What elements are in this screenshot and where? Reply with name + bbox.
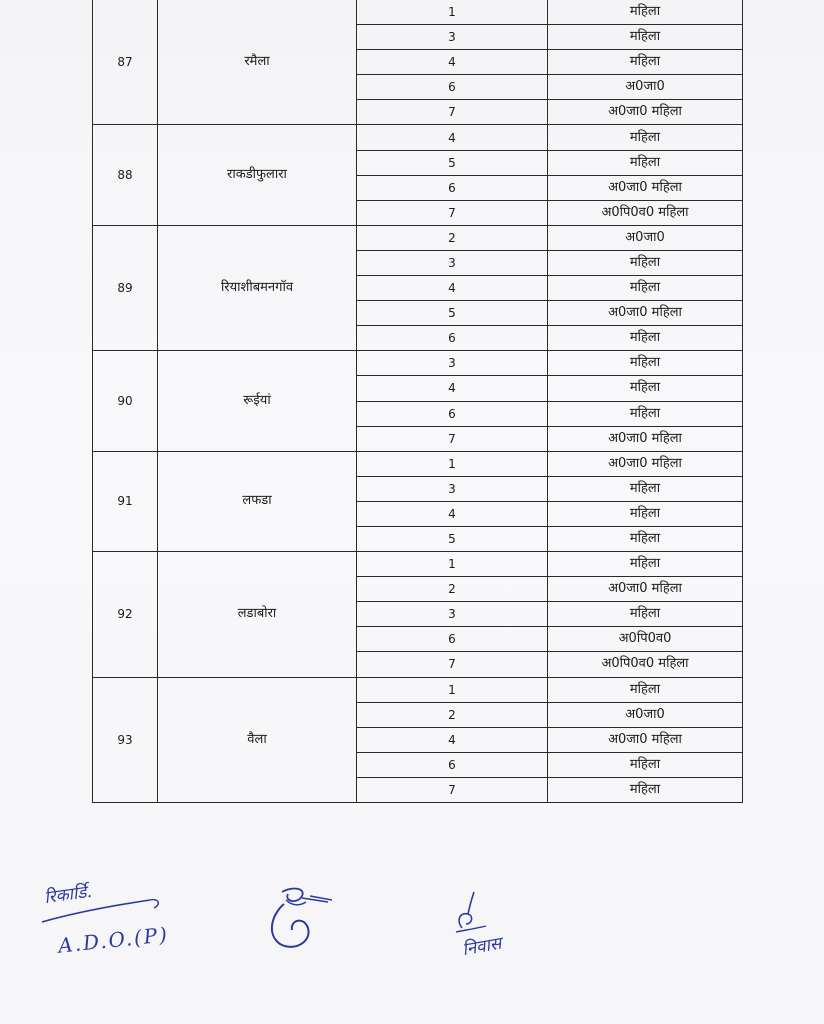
ward-number-cell: 1 (357, 552, 548, 577)
table-row (93, 552, 743, 577)
serial-number-cell: 87 (93, 0, 158, 125)
village-name-cell: लफडा (158, 451, 357, 551)
serial-number-cell: 92 (93, 552, 158, 677)
ward-number-cell: 6 (357, 75, 548, 100)
reservation-category-cell: अ0पि0व0 महिला (548, 652, 743, 677)
ward-number-cell: 3 (357, 351, 548, 376)
reservation-category-cell: महिला (548, 125, 743, 150)
reservation-category-cell: अ0जा0 महिला (548, 100, 743, 125)
reservation-category-cell: महिला (548, 401, 743, 426)
ward-number-cell: 3 (357, 25, 548, 50)
ado-signature-scrawl: रिकार्डि. (43, 881, 94, 909)
reservation-category-cell: अ0जा0 महिला (548, 301, 743, 326)
reservation-category-cell: महिला (548, 552, 743, 577)
table-row (93, 451, 743, 476)
ward-number-cell: 7 (357, 100, 548, 125)
reservation-category-cell: महिला (548, 376, 743, 401)
ward-number-cell: 4 (357, 376, 548, 401)
serial-number-cell: 91 (93, 451, 158, 551)
ward-number-cell: 4 (357, 501, 548, 526)
ward-number-cell: 1 (357, 677, 548, 702)
village-name-cell: राकडीफुलारा (158, 125, 357, 225)
table-row (93, 351, 743, 376)
ward-number-cell: 5 (357, 301, 548, 326)
reservation-category-cell: महिला (548, 752, 743, 777)
ward-number-cell: 6 (357, 401, 548, 426)
table-row (93, 225, 743, 250)
ward-number-cell: 6 (357, 752, 548, 777)
reservation-category-cell: महिला (548, 276, 743, 301)
serial-number-cell: 90 (93, 351, 158, 451)
ward-number-cell: 7 (357, 777, 548, 802)
village-name-cell: वैला (158, 677, 357, 802)
serial-number-cell: 89 (93, 225, 158, 350)
serial-number-cell: 93 (93, 677, 158, 802)
reservation-category-cell: महिला (548, 602, 743, 627)
reservation-category-cell: अ0पि0व0 (548, 627, 743, 652)
reservation-category-cell: महिला (548, 50, 743, 75)
table-row (93, 125, 743, 150)
reservation-category-cell: महिला (548, 526, 743, 551)
table-row (93, 0, 743, 25)
ward-number-cell: 5 (357, 150, 548, 175)
reservation-category-cell: अ0जा0 (548, 702, 743, 727)
ward-number-cell: 4 (357, 727, 548, 752)
middle-signature-mark (262, 884, 342, 954)
ward-number-cell: 6 (357, 326, 548, 351)
ward-number-cell: 3 (357, 602, 548, 627)
village-name-cell: रमैला (158, 0, 357, 125)
reservation-category-cell: महिला (548, 501, 743, 526)
reservation-category-cell: महिला (548, 777, 743, 802)
reservation-category-cell: अ0जा0 महिला (548, 577, 743, 602)
reservation-category-cell: महिला (548, 351, 743, 376)
ward-reservation-table (92, 0, 743, 803)
reservation-category-cell: महिला (548, 250, 743, 275)
reservation-category-cell: अ0जा0 महिला (548, 451, 743, 476)
reservation-category-cell: महिला (548, 326, 743, 351)
ward-number-cell: 5 (357, 526, 548, 551)
ward-number-cell: 4 (357, 125, 548, 150)
reservation-category-cell: अ0जा0 महिला (548, 426, 743, 451)
ward-number-cell: 2 (357, 225, 548, 250)
reservation-category-cell: अ0पि0व0 महिला (548, 200, 743, 225)
signature-block (0, 860, 824, 1024)
ward-number-cell: 4 (357, 276, 548, 301)
reservation-category-cell: महिला (548, 677, 743, 702)
ward-number-cell: 4 (357, 50, 548, 75)
ward-number-cell: 6 (357, 175, 548, 200)
reservation-category-cell: महिला (548, 476, 743, 501)
ward-number-cell: 1 (357, 0, 548, 25)
reservation-category-cell: महिला (548, 0, 743, 25)
ward-number-cell: 3 (357, 250, 548, 275)
serial-number-cell: 88 (93, 125, 158, 225)
table-body (93, 0, 743, 803)
reservation-category-cell: अ0जा0 (548, 75, 743, 100)
ward-number-cell: 6 (357, 627, 548, 652)
ward-number-cell: 7 (357, 200, 548, 225)
table-row (93, 677, 743, 702)
reservation-category-cell: अ0जा0 (548, 225, 743, 250)
middle-signature (262, 884, 342, 954)
ward-number-cell: 2 (357, 702, 548, 727)
village-name-cell: रियाशीबमनगॉव (158, 225, 357, 350)
reservation-category-cell: महिला (548, 25, 743, 50)
right-signature-name: निवास (460, 933, 503, 961)
ward-number-cell: 1 (357, 451, 548, 476)
ward-number-cell: 3 (357, 476, 548, 501)
ward-number-cell: 7 (357, 652, 548, 677)
village-name-cell: लडाबोरा (158, 552, 357, 677)
reservation-category-cell: अ0जा0 महिला (548, 175, 743, 200)
reservation-category-cell: अ0जा0 महिला (548, 727, 743, 752)
reservation-category-cell: महिला (548, 150, 743, 175)
ward-number-cell: 2 (357, 577, 548, 602)
ado-title: A.D.O.(P) (57, 922, 171, 958)
village-name-cell: रूईयां (158, 351, 357, 451)
ward-number-cell: 7 (357, 426, 548, 451)
